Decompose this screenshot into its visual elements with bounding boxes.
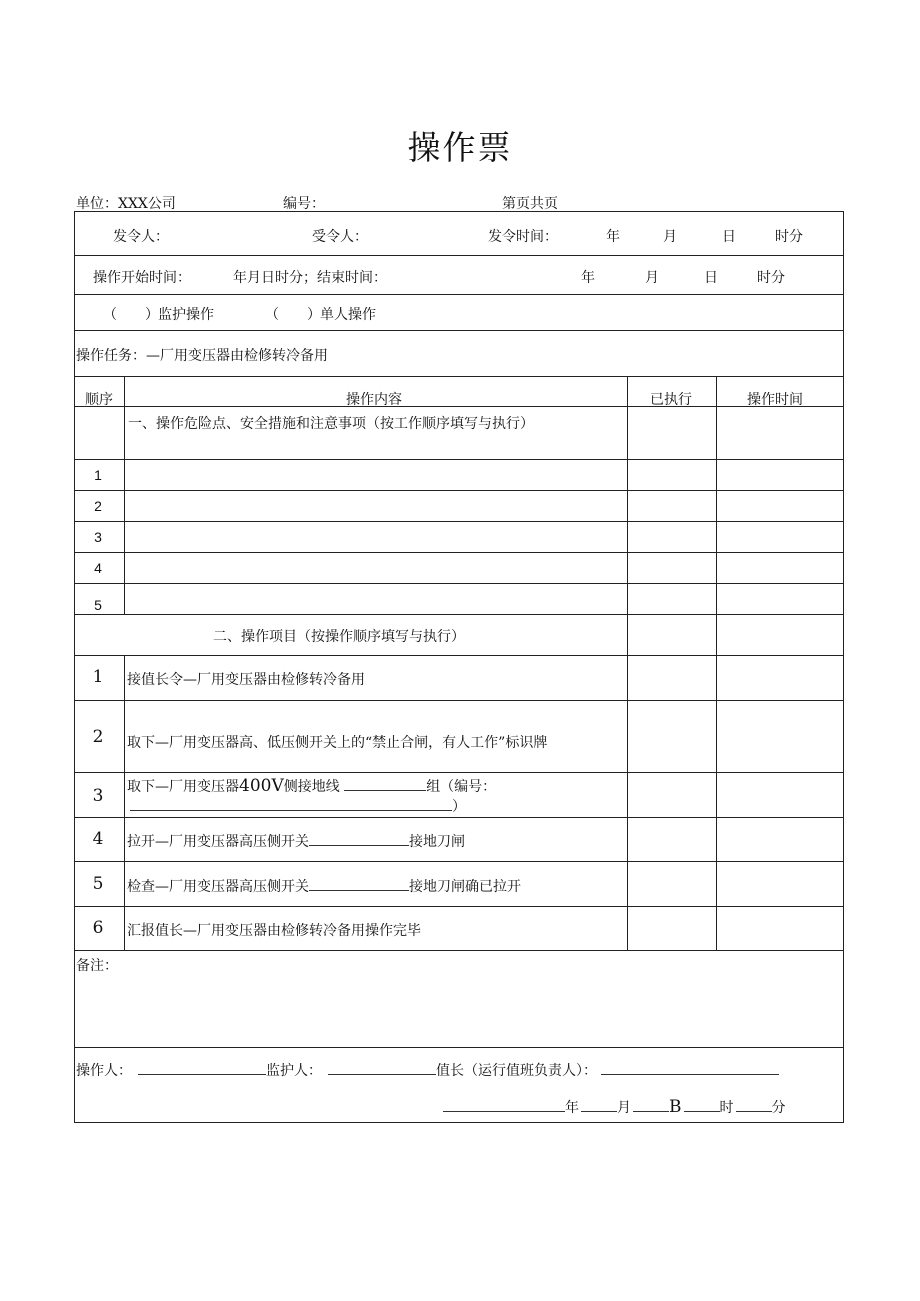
content-part: 接地刀闸 bbox=[409, 834, 465, 850]
issue-day-label: 日 bbox=[722, 229, 736, 245]
section2-row-seq: 2 bbox=[92, 727, 104, 747]
row-divider bbox=[74, 330, 844, 331]
date-line bbox=[443, 1097, 786, 1117]
column-divider bbox=[716, 376, 717, 950]
year-label: 年 bbox=[565, 1100, 579, 1116]
section1-title: 一、操作危险点、安全措施和注意事项（按工作顺序填写与执行） bbox=[128, 416, 534, 432]
ticket-number-label: 编号： bbox=[283, 196, 325, 212]
section2-row-seq: 1 bbox=[92, 667, 104, 687]
monitor-operation-label: 监护操作 bbox=[158, 307, 214, 323]
content-part: 取下—厂用变压器 bbox=[127, 779, 239, 795]
section2-row-seq: 5 bbox=[92, 874, 104, 894]
section2-row-content: 接值长令—厂用变压器由检修转冷备用 bbox=[127, 672, 365, 688]
section2-row-content: 取下—厂用变压器高、低压侧开关上的“禁止合闸，有人工作”标识牌 bbox=[127, 735, 548, 751]
end-day-label: 日 bbox=[704, 270, 718, 286]
section2-row-content: 汇报值长—厂用变压器由检修转冷备用操作完毕 bbox=[127, 923, 421, 939]
month-label: 月 bbox=[617, 1100, 631, 1116]
content-part: ） bbox=[452, 799, 466, 815]
end-year-label: 年 bbox=[581, 270, 595, 286]
start-time-label: 操作开始时间： bbox=[93, 270, 191, 286]
content-part: 检查—厂用变压器高压侧开关 bbox=[127, 879, 309, 895]
shift-leader-blank[interactable] bbox=[601, 1062, 779, 1075]
single-operation-label: 单人操作 bbox=[320, 307, 376, 323]
row-divider bbox=[74, 406, 844, 407]
row-divider bbox=[74, 459, 844, 460]
page-title: 操作票 bbox=[407, 128, 513, 167]
section2-row-seq: 6 bbox=[92, 918, 104, 938]
row-divider bbox=[74, 906, 844, 907]
header-content: 操作内容 bbox=[346, 392, 402, 408]
section2-row-seq: 3 bbox=[92, 786, 104, 806]
content-part: 拉开—厂用变压器高压侧开关 bbox=[127, 834, 309, 850]
ground-wire-number-blank[interactable] bbox=[130, 798, 452, 811]
section1-row-seq: 1 bbox=[94, 467, 102, 483]
voltage-value: 400V bbox=[239, 776, 284, 796]
day-blank[interactable] bbox=[633, 1099, 669, 1112]
row-divider bbox=[74, 521, 844, 522]
hour-blank[interactable] bbox=[684, 1099, 720, 1112]
operation-task: 操作任务：—厂用变压器由检修转冷备用 bbox=[76, 348, 328, 364]
minute-blank[interactable] bbox=[736, 1099, 772, 1112]
content-part: 组（编号： bbox=[426, 779, 497, 795]
row-divider bbox=[74, 614, 844, 615]
row-divider bbox=[74, 294, 844, 295]
page-count-label: 第页共页 bbox=[502, 196, 558, 212]
row-divider bbox=[74, 552, 844, 553]
day-label: B bbox=[669, 1097, 682, 1117]
section1-row-seq: 3 bbox=[94, 529, 102, 545]
section2-row-content bbox=[127, 776, 496, 796]
section2-row-content bbox=[127, 831, 465, 851]
issue-time-label: 发令时间： bbox=[488, 229, 558, 245]
issue-month-label: 月 bbox=[663, 229, 677, 245]
end-month-label: 月 bbox=[645, 270, 659, 286]
content-part: 侧接地线 bbox=[283, 779, 340, 795]
switch-number-blank[interactable] bbox=[309, 833, 409, 846]
date-blank[interactable] bbox=[443, 1099, 565, 1112]
month-blank[interactable] bbox=[581, 1099, 617, 1112]
row-divider bbox=[74, 583, 844, 584]
ground-wire-count-blank[interactable] bbox=[344, 778, 426, 791]
row-divider bbox=[74, 376, 844, 377]
row-divider bbox=[74, 655, 844, 656]
header-seq: 顺序 bbox=[85, 392, 113, 408]
section1-row-seq: 4 bbox=[94, 560, 102, 576]
start-end-units-label: 年月日时分；结束时间： bbox=[233, 270, 387, 286]
header-time: 操作时间 bbox=[747, 392, 803, 408]
single-checkbox[interactable]: （ ） bbox=[265, 307, 321, 323]
section2-row-content-line2 bbox=[130, 796, 466, 816]
supervisor-label: 监护人： bbox=[266, 1063, 322, 1079]
section1-row-seq: 5 bbox=[94, 597, 102, 613]
issue-hm-label: 时分 bbox=[775, 229, 803, 245]
row-divider bbox=[74, 861, 844, 862]
remarks-label: 备注： bbox=[76, 958, 118, 974]
signature-line bbox=[76, 1060, 779, 1080]
section1-row-seq: 2 bbox=[94, 498, 102, 514]
row-divider bbox=[74, 700, 844, 701]
row-divider bbox=[74, 1047, 844, 1048]
issuer-label: 发令人： bbox=[113, 229, 169, 245]
operator-label: 操作人： bbox=[76, 1063, 132, 1079]
column-divider bbox=[627, 376, 628, 950]
column-divider bbox=[124, 655, 125, 950]
row-divider bbox=[74, 772, 844, 773]
issue-year-label: 年 bbox=[606, 229, 620, 245]
row-divider bbox=[74, 950, 844, 951]
end-hm-label: 时分 bbox=[757, 270, 785, 286]
unit-label: 单位：XXX公司 bbox=[76, 196, 176, 212]
minute-label: 分 bbox=[771, 1100, 786, 1116]
column-divider bbox=[124, 376, 125, 614]
monitor-checkbox[interactable]: （ ） bbox=[103, 307, 159, 323]
hour-label: 时 bbox=[719, 1100, 734, 1116]
operator-blank[interactable] bbox=[138, 1062, 266, 1075]
section2-row-seq: 4 bbox=[92, 829, 104, 849]
row-divider bbox=[74, 255, 844, 256]
content-part: 接地刀闸确已拉开 bbox=[409, 879, 521, 895]
switch-number-blank[interactable] bbox=[309, 878, 409, 891]
header-executed: 已执行 bbox=[650, 392, 692, 408]
section2-title: 二、操作项目（按操作顺序填写与执行） bbox=[213, 629, 465, 645]
row-divider bbox=[74, 817, 844, 818]
supervisor-blank[interactable] bbox=[328, 1062, 436, 1075]
shift-leader-label: 值长（运行值班负责人）： bbox=[436, 1063, 597, 1079]
row-divider bbox=[74, 490, 844, 491]
section2-row-content bbox=[127, 876, 521, 896]
receiver-label: 受令人： bbox=[312, 229, 368, 245]
